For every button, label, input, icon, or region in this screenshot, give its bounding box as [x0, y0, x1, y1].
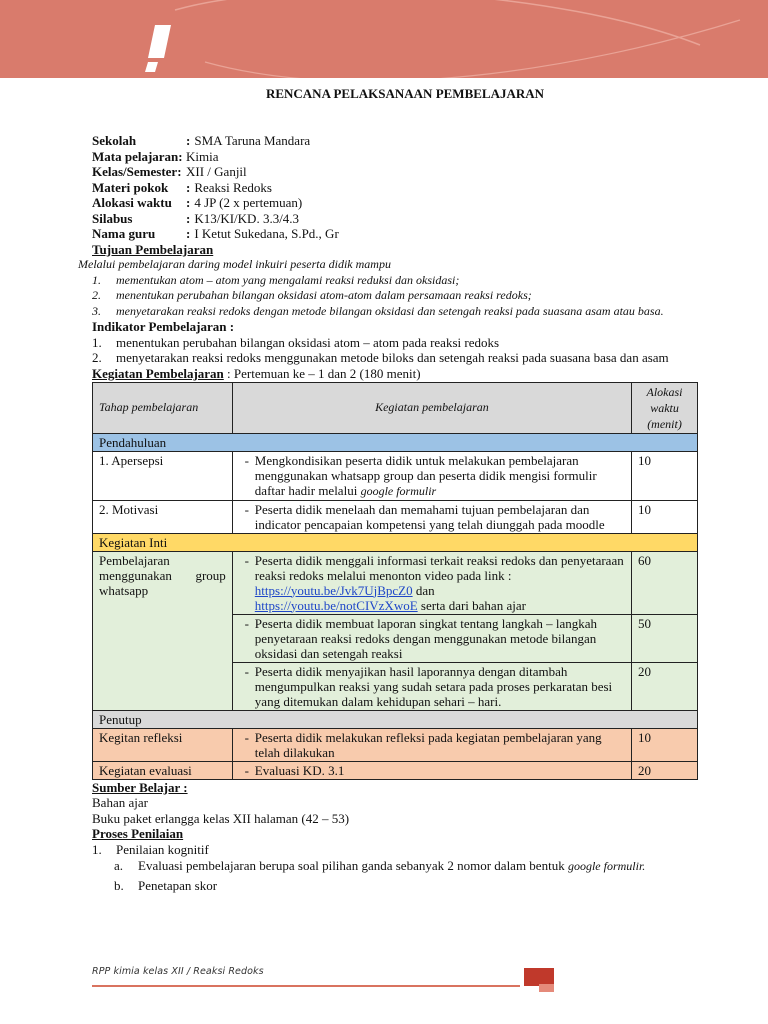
video-link-2[interactable]: https://youtu.be/notCIVzXwoE [254, 597, 418, 613]
table-header-row [93, 382, 698, 433]
info-label: Materi pokok [92, 179, 169, 195]
video-link-1[interactable]: https://youtu.be/Jvk7UjBpcZ0 [254, 582, 413, 598]
tujuan-intro: Melalui pembelajaran daring model inkuiri peserta didik mampu [78, 257, 391, 271]
info-row-sekolah: Sekolah : SMA Taruna Mandara [92, 133, 311, 148]
table-row [93, 433, 698, 451]
table-row [93, 551, 698, 614]
stage-cell: 2. Motivasi [93, 500, 233, 533]
band-pendahuluan: Pendahuluan [93, 433, 698, 451]
sumber-heading: Sumber Belajar : [92, 779, 188, 795]
activity-cell: - Peserta didik menelaah dan memahami tujuan pembelajaran dan indicator pencapaian kompetensi yang telah diunggah pada moodle [232, 500, 631, 533]
list-item: 2. menentukan perubahan bilangan oksidasi atom-atom dalam persamaan reaksi redoks; [92, 288, 532, 302]
indikator-heading: Indikator Pembelajaran : [92, 319, 235, 334]
document-title: RENCANA PELAKSANAAN PEMBELAJARAN [265, 86, 545, 101]
info-value: K13/KI/KD. 3.3/4.3 [194, 210, 300, 226]
stage-cell: Kegitan refleksi [93, 728, 233, 761]
activity-cell: - Evaluasi KD. 3.1 [232, 761, 631, 779]
info-value: SMA Taruna Mandara [194, 133, 311, 148]
info-label: Mata pelajaran: [92, 148, 183, 164]
list-item: 1. Penilaian kognitif [92, 841, 209, 857]
indikator-list [92, 335, 698, 366]
band-penutup: Penutup [93, 710, 698, 728]
kegiatan-line [92, 366, 698, 382]
info-row-kelas [92, 164, 698, 180]
activity-cell: - Peserta didik melakukan refleksi pada kegiatan pembelajaran yang telah dilakukan [232, 728, 631, 761]
info-row-alokasi: Alokasi waktu : 4 JP (2 x pertemuan) [92, 195, 303, 210]
time-cell: 10 [632, 500, 698, 533]
stage-cell: Kegiatan evaluasi [93, 761, 233, 779]
stage-cell: 1. Apersepsi [93, 451, 233, 500]
table-row [93, 500, 698, 533]
tujuan-heading: Tujuan Pembelajaran [92, 241, 214, 257]
info-value: 4 JP (2 x pertemuan) [194, 195, 303, 210]
info-label: Nama guru [92, 226, 156, 241]
list-item: 1. mementukan atom – atom yang mengalami reaksi reduksi dan oksidasi; [92, 272, 460, 287]
info-label: Kelas/Semester: [92, 164, 182, 179]
col-header-alloc: Alokasi waktu (menit) [632, 382, 698, 433]
info-value: Reaksi Redoks [194, 179, 272, 195]
info-row-mapel [92, 149, 698, 165]
time-cell: 20 [632, 761, 698, 779]
time-cell: 20 [632, 662, 698, 710]
penilaian-heading: Proses Penilaian [92, 826, 184, 841]
document-body [78, 86, 698, 893]
table-row [93, 728, 698, 761]
list-item: 1. menentukan perubahan bilangan oksidasi atom – atom pada reaksi redoks [92, 334, 500, 350]
kegiatan-suffix: : Pertemuan ke – 1 dan 2 (180 menit) [223, 365, 421, 381]
stage-cell: Pembelajaran menggunakan group whatsapp [93, 551, 233, 710]
page-footer [92, 964, 698, 980]
info-value: XII / Ganjil [186, 164, 247, 179]
header-band [0, 0, 768, 78]
col-header-stage: Tahap pembelajaran [93, 382, 233, 433]
info-value: I Ketut Sukedana, S.Pd., Gr [194, 226, 339, 241]
kegiatan-table [92, 382, 698, 780]
list-item: 3. menyetarakan reaksi redoks dengan metode bilangan oksidasi dan setengah reaksi pada suasana asam atau basa. [92, 303, 664, 318]
time-cell: 60 [632, 551, 698, 614]
time-cell: 50 [632, 614, 698, 662]
table-row [93, 710, 698, 728]
info-label: Alokasi waktu [92, 195, 172, 210]
activity-cell: - Peserta didik menggali informasi terkait reaksi redoks dan penyetaraan reaksi redoks melalui menonton video pada link : https://youtu.be/Jvk7UjBpcZ0 dan https://youtu.be/notCIVzXwoE serta dari bahan ajar [232, 551, 631, 614]
info-label: Silabus [92, 210, 133, 226]
header-decoration [0, 0, 768, 78]
list-item: 2. menyetarakan reaksi redoks menggunakan metode biloks dan setengah reaksi pada suasana basa dan asam [92, 350, 669, 365]
info-value: Kimia [186, 148, 219, 164]
list-item: b. Penetapan skor [114, 877, 218, 893]
penilaian-list [92, 842, 698, 894]
info-row-materi: Materi pokok : Reaksi Redoks [92, 179, 272, 195]
info-block [92, 133, 698, 242]
info-label: Sekolah [92, 133, 137, 148]
time-cell: 10 [632, 451, 698, 500]
sumber-line: Buku paket erlangga kelas XII halaman (42 – 53) [92, 810, 350, 826]
activity-cell: - Mengkondisikan peserta didik untuk melakukan pembelajaran menggunakan whatsapp group dan peserta didik mengisi formulir daftar hadir melalui google formulir [232, 451, 631, 500]
info-row-silabus: Silabus : K13/KI/KD. 3.3/4.3 [92, 210, 300, 226]
activity-cell: - Peserta didik membuat laporan singkat tentang langkah – langkah penyetaraan reaksi redoks dengan menggunakan metode bilangan oksidasi dan setengah reaksi [232, 614, 631, 662]
table-row [93, 533, 698, 551]
footer-text: RPP kimia kelas XII / Reaksi Redoks [92, 966, 264, 977]
col-header-activity: Kegiatan pembelajaran [232, 382, 631, 433]
table-row [93, 761, 698, 779]
activity-cell: - Peserta didik menyajikan hasil laporannya dengan ditambah mengumpulkan reaksi yang sudah setara pada proses perkaratan besi yang ditemukan dalam kehidupan sehari – hari. [232, 662, 631, 710]
footer-block-accent [539, 984, 554, 992]
list-item: a. Evaluasi pembelajaran berupa soal pilihan ganda sebanyak 2 nomor dalam bentuk google formulir. [114, 858, 646, 873]
tujuan-list [92, 273, 698, 320]
band-inti: Kegiatan Inti [93, 533, 698, 551]
footer-rule [92, 985, 520, 987]
sumber-line: Bahan ajar [92, 795, 148, 810]
kegiatan-heading: Kegiatan Pembelajaran [92, 365, 224, 381]
table-row [93, 451, 698, 500]
time-cell: 10 [632, 728, 698, 761]
info-row-guru: Nama guru : I Ketut Sukedana, S.Pd., Gr [92, 226, 339, 241]
